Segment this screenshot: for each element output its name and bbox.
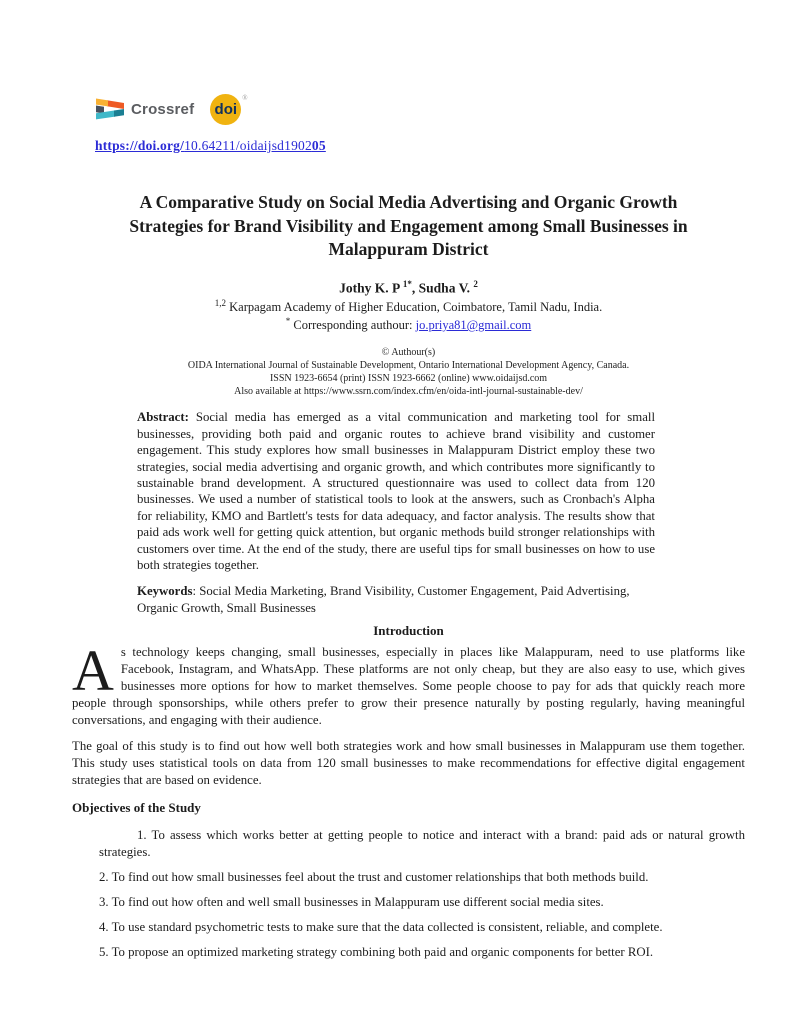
doi-logo-label: doi — [214, 100, 238, 118]
objective-text: To find out how often and well small businesses in Malappuram use different social media sites. — [111, 894, 604, 909]
author-2-superscript: 2 — [473, 278, 478, 289]
copyright-line: © Authour(s) — [381, 347, 436, 359]
objective-number: 3. — [99, 894, 109, 909]
objective-item — [99, 827, 745, 860]
objective-text: To find out how small businesses feel about the trust and customer relationships that both methods build. — [111, 869, 649, 884]
crossref-logo-label: Crossref — [131, 100, 195, 118]
keywords-paragraph — [137, 583, 655, 616]
crossref-icon — [95, 96, 125, 123]
ssrn-availability-line: Also available at https://www.ssrn.com/index.cfm/en/oida-intl-journal-sustainable-dev/ — [234, 386, 583, 398]
objective-number: 1. — [137, 828, 147, 843]
affiliation-text: Karpagam Academy of Higher Education, Coimbatore, Tamil Nadu, India. — [226, 300, 603, 315]
affiliation-line — [72, 298, 745, 315]
corresponding-label: Corresponding authour: — [290, 318, 416, 333]
corresponding-author-line — [72, 316, 745, 333]
corresponding-email-link[interactable]: jo.priya81@gmail.com — [415, 318, 532, 333]
keywords-label: Keywords — [137, 584, 193, 599]
authors-line — [72, 279, 745, 297]
objective-item — [99, 894, 745, 911]
author-2: Sudha V. — [418, 280, 474, 295]
objectives-list — [99, 827, 745, 961]
keywords-text: : Social Media Marketing, Brand Visibility, Customer Engagement, Paid Advertising, Organic Growth, Small Businesses — [137, 584, 630, 615]
registered-trademark-icon: ® — [242, 93, 248, 102]
crossref-logo[interactable] — [95, 96, 194, 123]
issn-line: ISSN 1923-6654 (print) ISSN 1923-6662 (online) www.oidaijsd.com — [269, 373, 548, 385]
dropcap-letter: A — [72, 638, 114, 704]
objective-number: 5. — [99, 945, 109, 960]
abstract-paragraph — [137, 409, 655, 573]
paper-title: A Comparative Study on Social Media Advertising and Organic Growth Strategies for Brand Visibility and Engagement among Small Businesses in Malappuram District — [129, 192, 688, 259]
objective-item — [99, 869, 745, 886]
journal-name-line: OIDA International Journal of Sustainable Development, Ontario International Development Agency, Canada. — [187, 360, 630, 372]
corresponding-superscript: * — [285, 316, 291, 327]
author-1: Jothy K. P — [339, 280, 403, 295]
introduction-paragraph-2: The goal of this study is to find out how well both strategies work and how small businesses in Malappuram use them together. This study uses statistical tools on data from 120 small businesses to make recommendations for effective digital engagement strategies that are based on evidence. — [72, 739, 745, 788]
author-separator: , — [411, 280, 419, 295]
doi-link-row — [95, 137, 745, 155]
doi-url-prefix: https://doi.org/ — [95, 138, 185, 153]
journal-imprint — [72, 346, 745, 398]
introduction-heading: Introduction — [373, 623, 444, 639]
introduction-paragraph-1-text: s technology keeps changing, small businesses, especially in places like Malappuram, need to use platforms like Facebook, Instagram, and WhatsApp. These platforms are not only cheap, but they are also easy to use, which gives businesses more options for how to market themselves. Some people choose to pay for ads that quickly reach more people through sponsorships, while others prefer to grow their presence naturally by posting regularly, having meaningful conversations, and engaging with their audience. — [72, 645, 745, 728]
doi-url-middle: 10.64211/oidaijsd1902 — [184, 138, 312, 153]
doi-url-link[interactable] — [95, 138, 326, 153]
author-1-superscript: 1* — [402, 278, 412, 289]
objective-item — [99, 944, 745, 961]
objectives-heading: Objectives of the Study — [72, 800, 201, 816]
objective-number: 4. — [99, 920, 109, 935]
introduction-paragraph-1 — [72, 638, 745, 729]
header-logos — [95, 93, 745, 125]
abstract-label: Abstract: — [137, 410, 189, 425]
affiliation-superscript: 1,2 — [214, 298, 227, 308]
objective-number: 2. — [99, 869, 109, 884]
objective-text: To propose an optimized marketing strategy combining both paid and organic components for better ROI. — [111, 945, 654, 960]
objective-item — [99, 919, 745, 936]
objective-text: To use standard psychometric tests to make sure that the data collected is consistent, reliable, and complete. — [111, 920, 663, 935]
doi-logo[interactable] — [210, 94, 247, 125]
doi-url-suffix: 05 — [311, 138, 326, 153]
objective-text: To assess which works better at getting people to notice and interact with a brand: paid ads or natural growth strategies. — [99, 828, 745, 859]
abstract-text: Social media has emerged as a vital communication and marketing tool for small businesses, providing both paid and organic routes to achieve brand visibility and customer engagement. This study explores how small businesses in Malappuram District employ these two strategies, social media advertising and organic growth, and which contributes more significantly to sustainable brand development. A structured questionnaire was used to collect data from 120 businesses. We used a number of statistical tools to look at the answers, such as Cronbach's Alpha for reliability, KMO and Bartlett's tests for data adequacy, and factor analysis. The results show that paid ads work well for getting quick attention, but organic methods build stronger relationships with customers over time. At the end of the study, there are useful tips for small businesses on how to use both strategies together. — [137, 410, 655, 572]
doi-badge-circle — [210, 94, 241, 125]
